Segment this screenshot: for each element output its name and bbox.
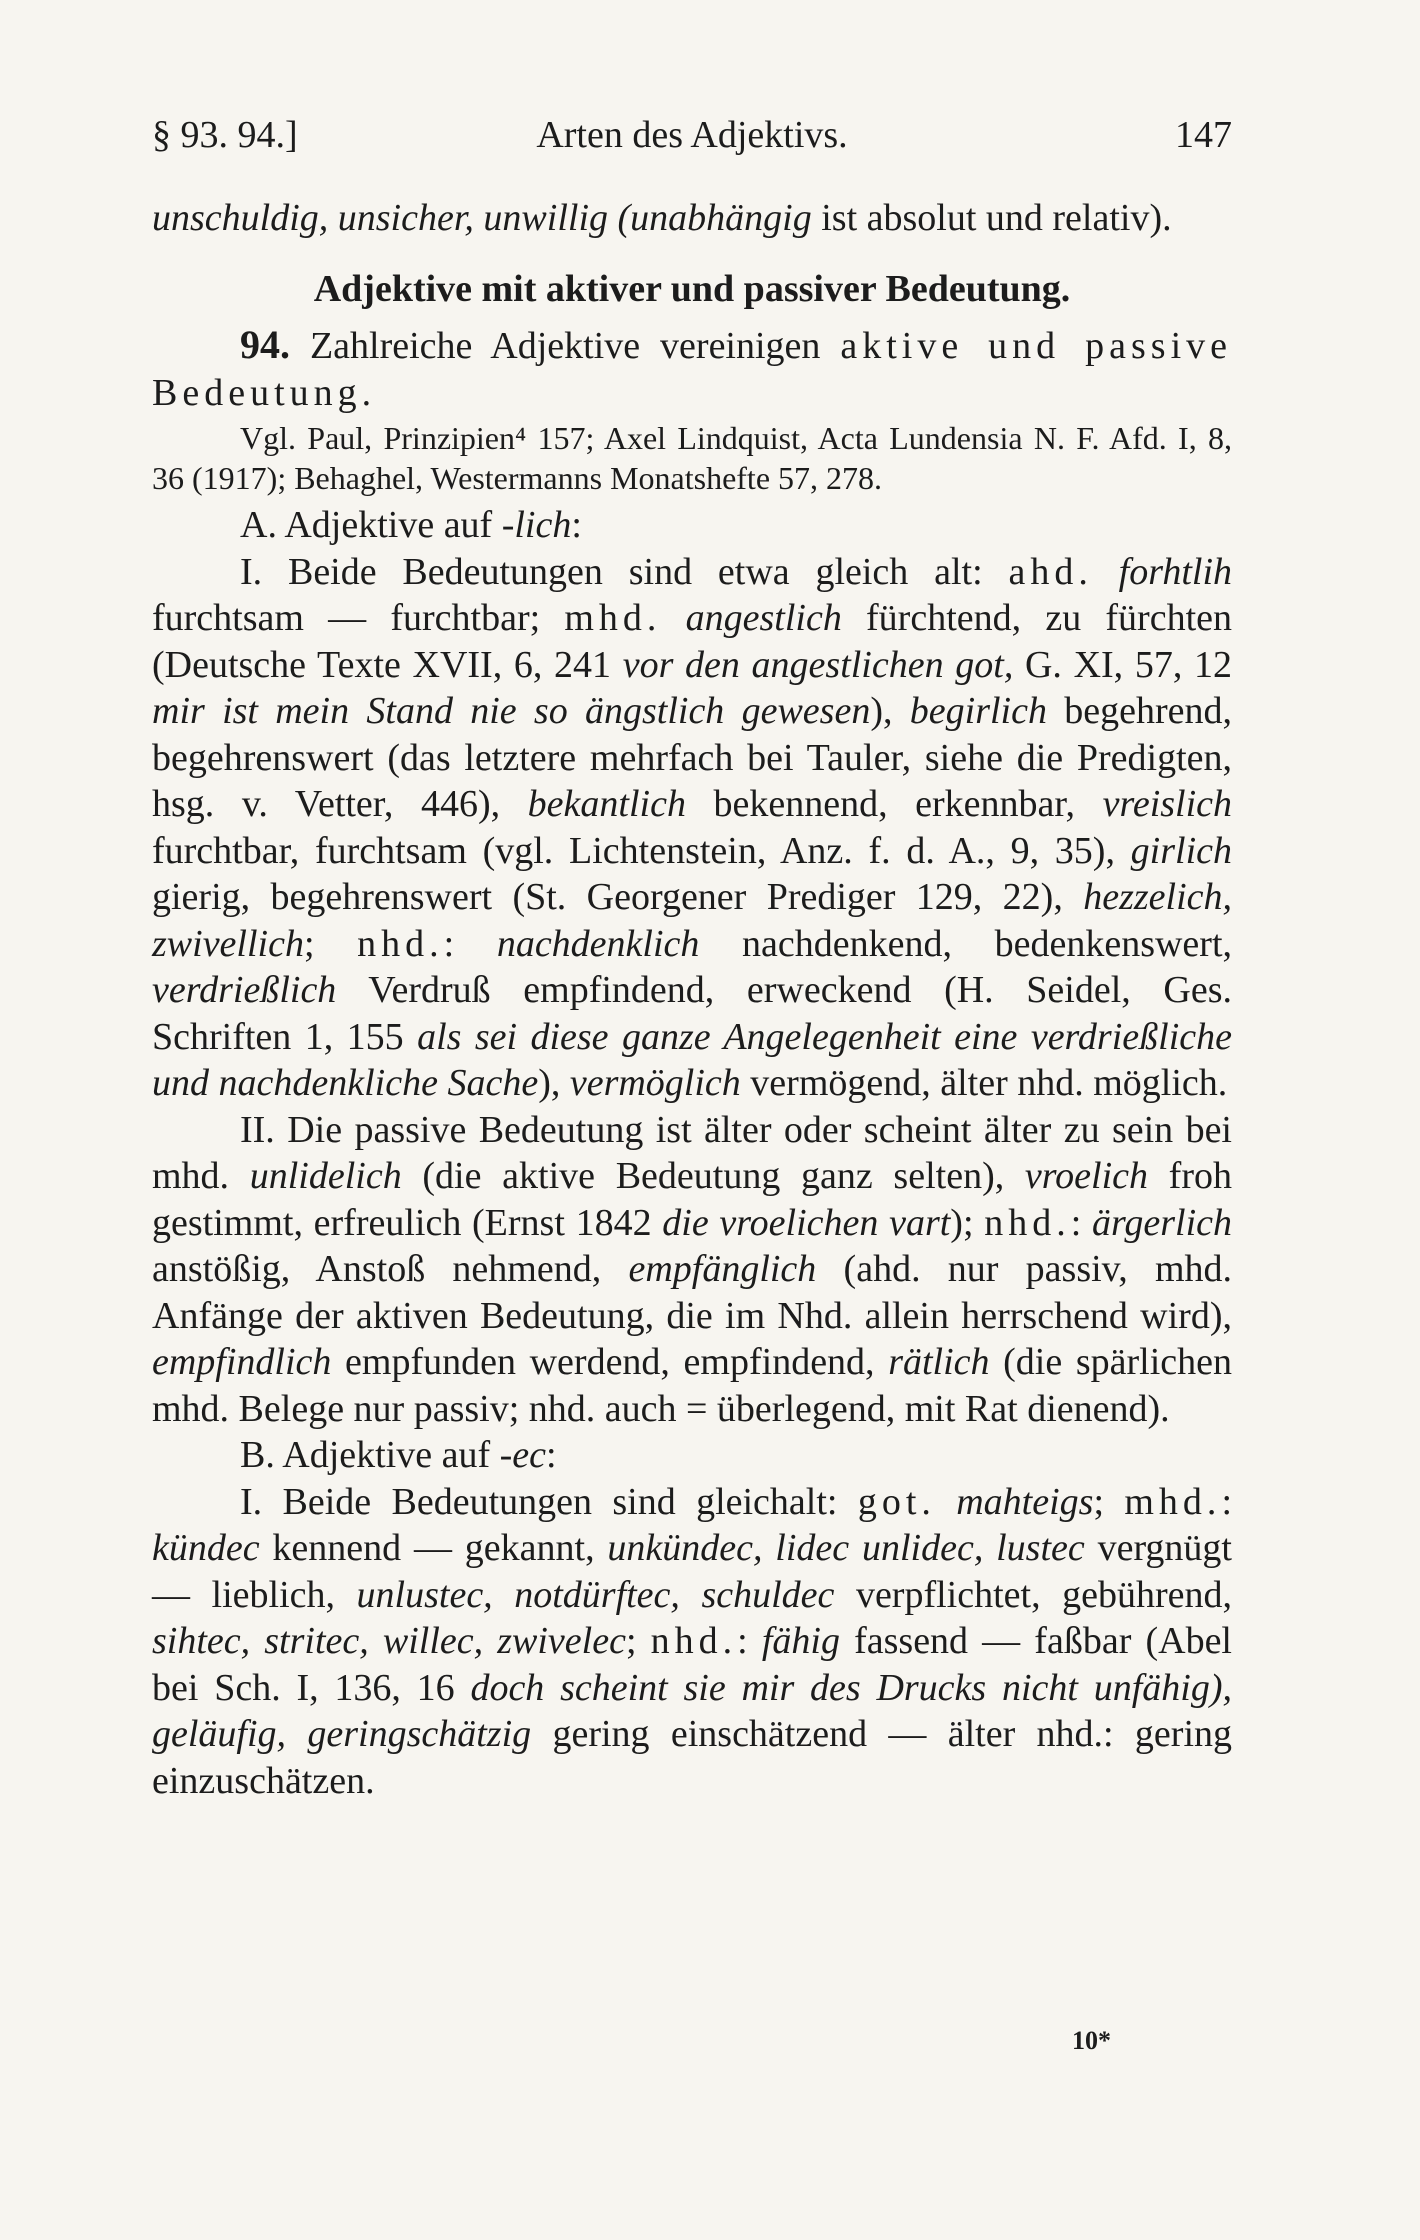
subsection-a-heading: A. Adjektive auf -lich: <box>240 504 582 546</box>
subsection-a-ii: II. Die passive Bedeutung ist älter oder scheint älter zu sein bei mhd. unlidelich (die aktive Bedeutung ganz selten), vroelich froh gestimmt, erfreulich (Ernst 1842 die vroelichen vart); nhd.: ärgerlich anstößig, Anstoß nehmend, empfänglich (ahd. nur passiv, mhd. Anfänge der aktiven Bedeutung, die im Nhd. allein herrschend wird), empfindlich empfunden werdend, empfindend, rätlich (die spärlichen mhd. Belege nur passiv; nhd. auch = überlegend, mit Rat dienend). <box>152 1108 1232 1430</box>
running-head <box>152 110 1232 160</box>
body-text <box>152 195 1232 1804</box>
paragraph-94: 94. Zahlreiche Adjektive vereinigen aktive und passive Bedeutung. <box>152 322 1232 414</box>
section-number: 94. <box>240 322 290 367</box>
paragraph-continuation: unschuldig, unsicher, unwillig (unabhängig ist absolut und relativ). <box>152 197 1172 239</box>
page-number: 147 <box>1175 114 1232 156</box>
section-heading: Adjektive mit aktiver und passiver Bedeutung. <box>313 267 1071 310</box>
reference-note: Vgl. Paul, Prinzipien⁴ 157; Axel Lindquist, Acta Lundensia N. F. Afd. I, 8, 36 (1917); Behaghel, Westermanns Monatshefte 57, 278. <box>152 420 1232 496</box>
subsection-b-i: I. Beide Bedeutungen sind gleichalt: got. mahteigs; mhd.: kündec kennend — gekannt, unkündec, lidec unlidec, lustec vergnügt — lieblich, unlustec, notdürftec, schuldec verpflichtet, gebührend, sihtec, stritec, willec, zwivelec; nhd.: fähig fassend — faßbar (Abel bei Sch. I, 136, 16 doch scheint sie mir des Drucks nicht unfähig), geläufig, geringschätzig gering einschätzend — älter nhd.: gering einzuschätzen. <box>152 1480 1233 1802</box>
subsection-a-i: I. Beide Bedeutungen sind etwa gleich alt: ahd. forhtlih furchtsam — furchtbar; mhd. angestlich fürchtend, zu fürchten (Deutsche Texte XVII, 6, 241 vor den angestlichen got, G. XI, 57, 12 mir ist mein Stand nie so ängstlich gewesen), begirlich begehrend, begehrenswert (das letztere mehrfach bei Tauler, siehe die Predigten, hsg. v. Vetter, 446), bekantlich bekennend, erkennbar, vreislich furchtbar, furchtsam (vgl. Lichtenstein, Anz. f. d. A., 9, 35), girlich gierig, begehrenswert (St. Georgener Prediger 129, 22), hezzelich, zwivellich; nhd.: nachdenklich nachdenkend, bedenkenswert, verdrießlich Verdruß empfindend, erweckend (H. Seidel, Ges. Schriften 1, 155 als sei diese ganze Angelegenheit eine verdrießliche und nachdenkliche Sache), vermöglich vermögend, älter nhd. möglich. <box>152 550 1233 1104</box>
signature-mark: 10* <box>1072 2026 1111 2055</box>
subsection-b-heading: B. Adjektive auf -ec: <box>240 1434 557 1476</box>
section-reference: § 93. 94.] <box>152 114 298 156</box>
running-title: Arten des Adjektivs. <box>536 114 848 156</box>
